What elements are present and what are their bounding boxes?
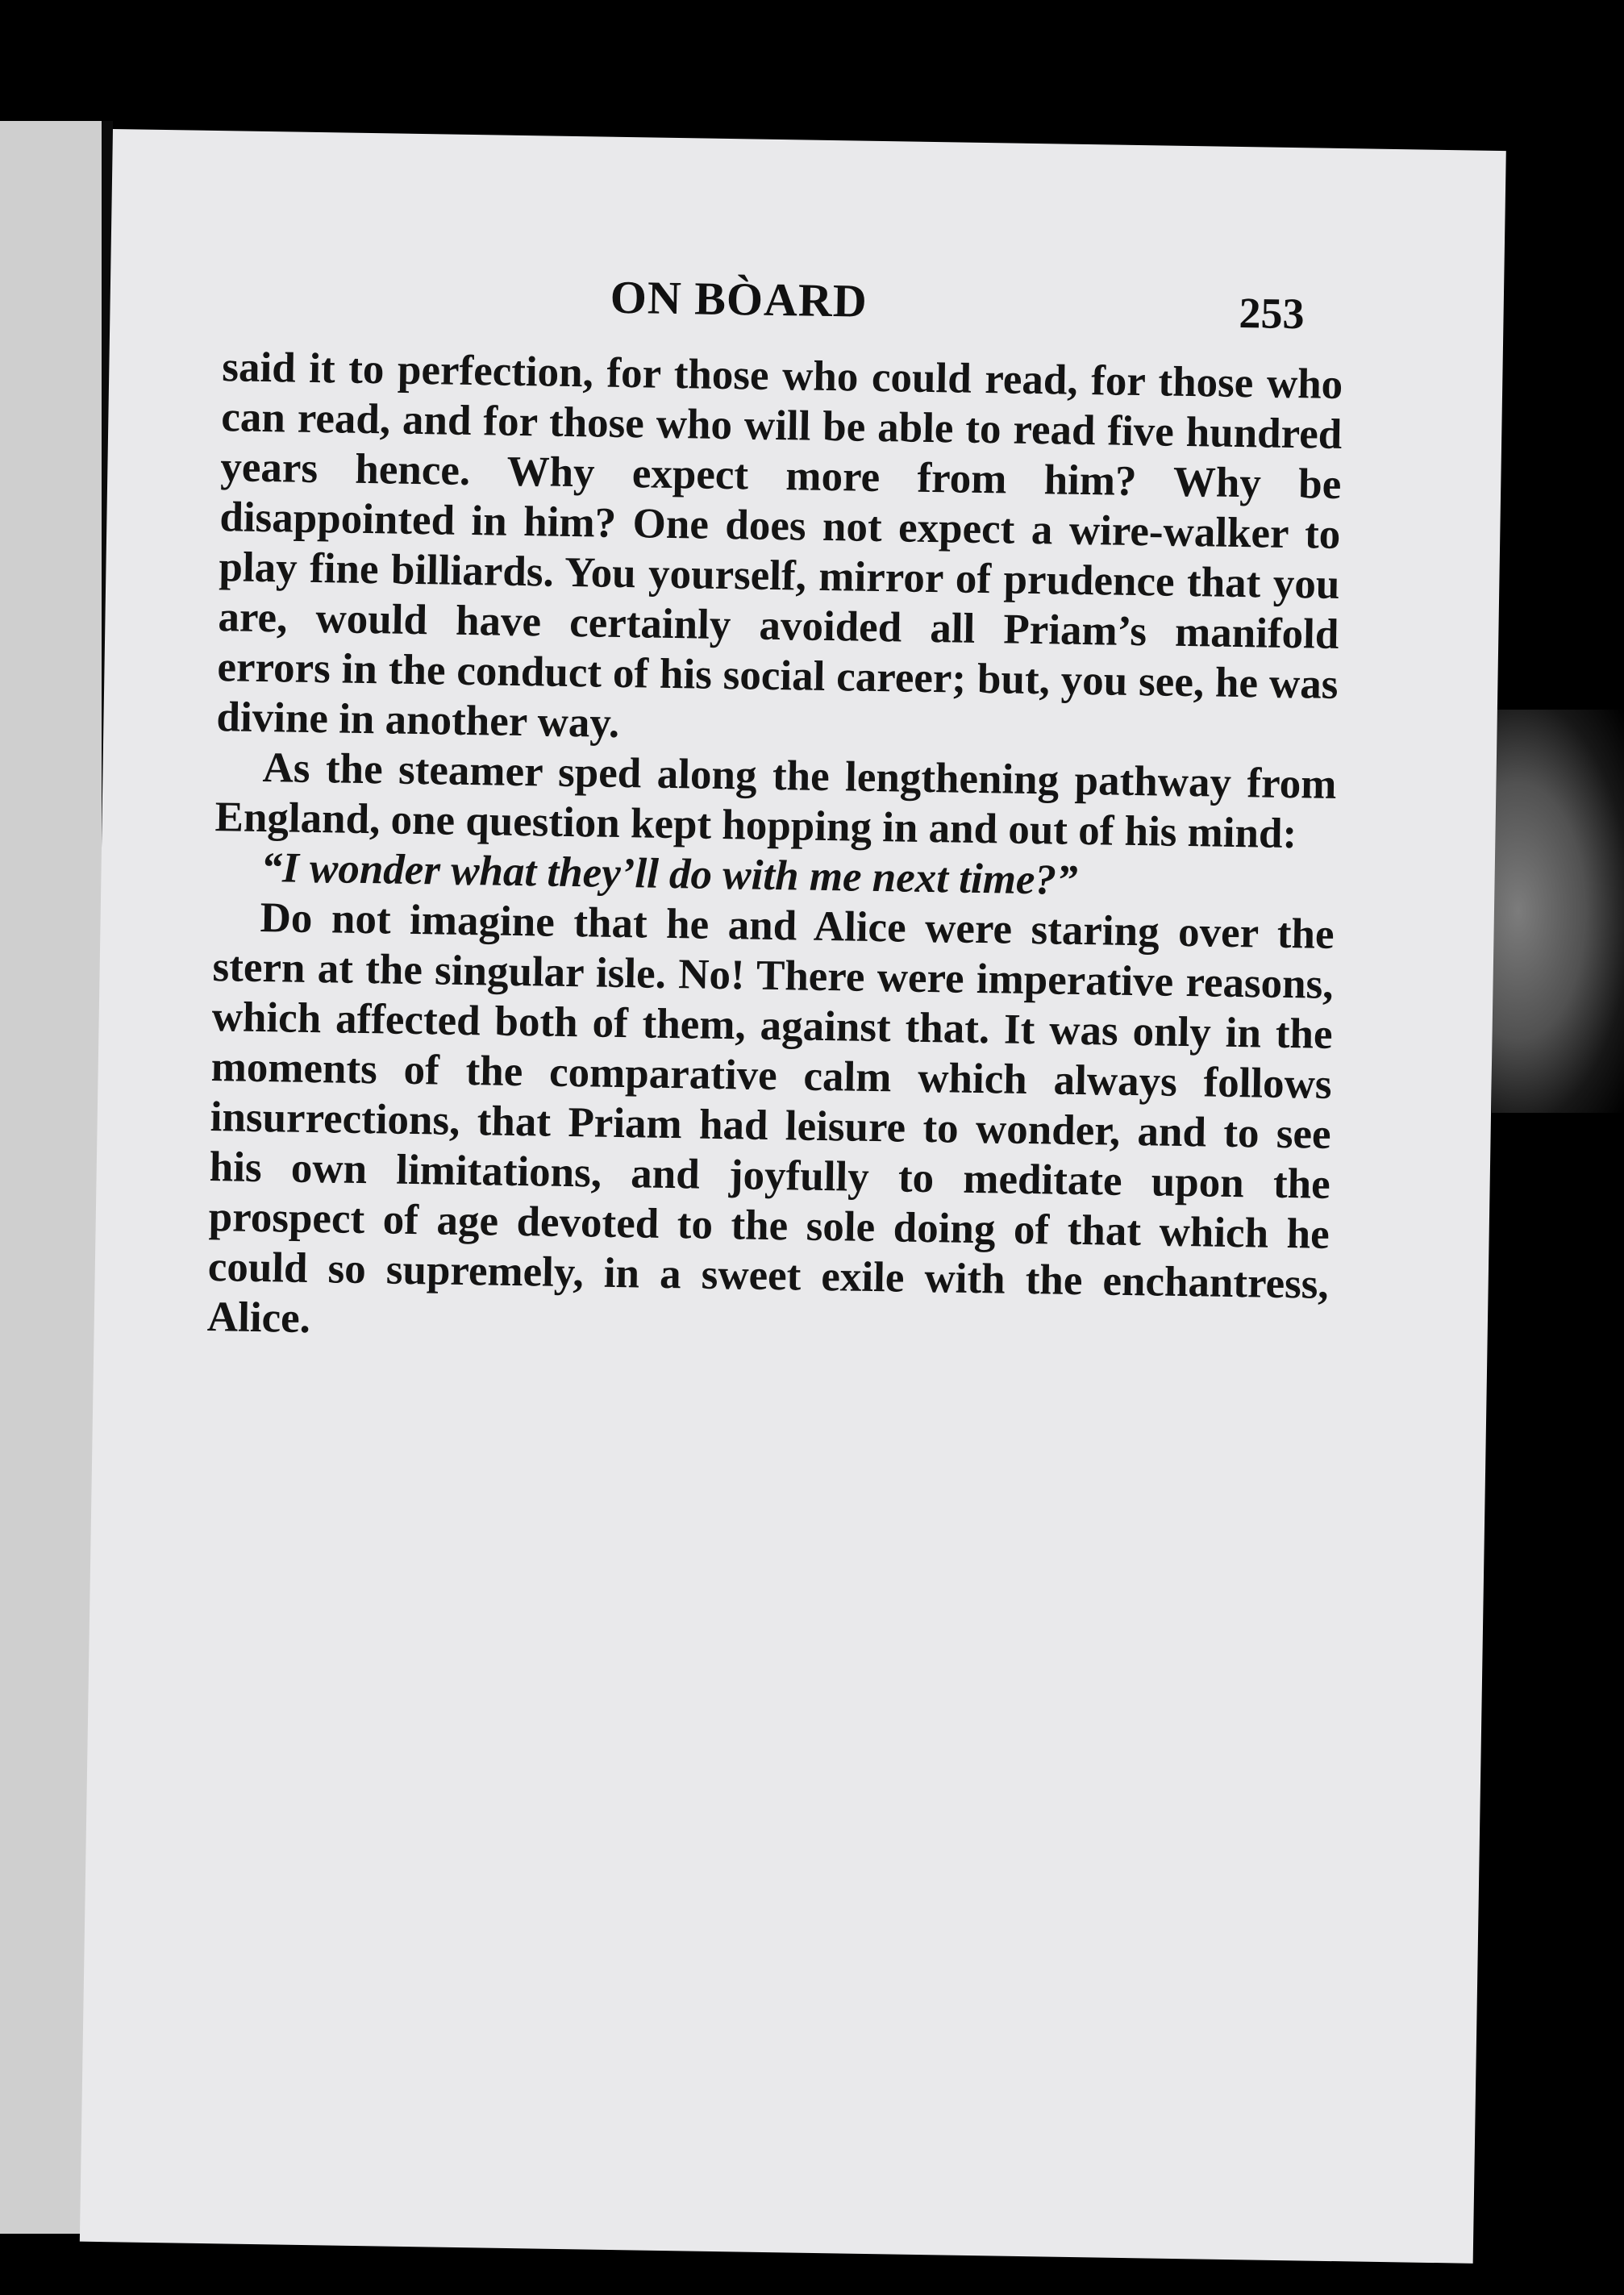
paragraph-alice: Do not imagine that he and Alice were staring over the stern at the singular isle. No! There were imperative reasons, which affected both of them, against that. It was only in the moments of the comparative calm which always follows insurrections, that Priam had leisure to wonder, and to see his own limitations, and joyfully to meditate upon the prospect of age devoted to the sole doing of that which he could so supremely, in a sweet exile with the enchantress, Alice. bbox=[206, 893, 1335, 1343]
page-edge-shadow bbox=[1492, 710, 1624, 1113]
paragraph-quote: “I wonder what they’ll do with me next time?” bbox=[260, 844, 1078, 904]
running-title: ON BÒARD bbox=[610, 270, 868, 327]
body-text bbox=[206, 342, 1343, 1360]
book-page bbox=[80, 129, 1506, 2264]
paragraph-steamer: As the steamer sped along the lengthening pathway from England, one question kept hopping in and out of his mind: bbox=[214, 744, 1337, 858]
page-number: 253 bbox=[1239, 288, 1305, 339]
paragraph-continued: said it to perfection, for those who could read, for those who can read, and for those who will be able to read five hundred years hence. Why expect more from him? Why be disappointed in him? One does not expect a wire-walker to play fine billiards. You yourself, mirror of prudence that you are, would have certainly avoided all Priam’s manifold errors in the conduct of his social career; but, you see, he was divine in another way. bbox=[216, 344, 1343, 747]
page-header bbox=[110, 262, 1504, 348]
